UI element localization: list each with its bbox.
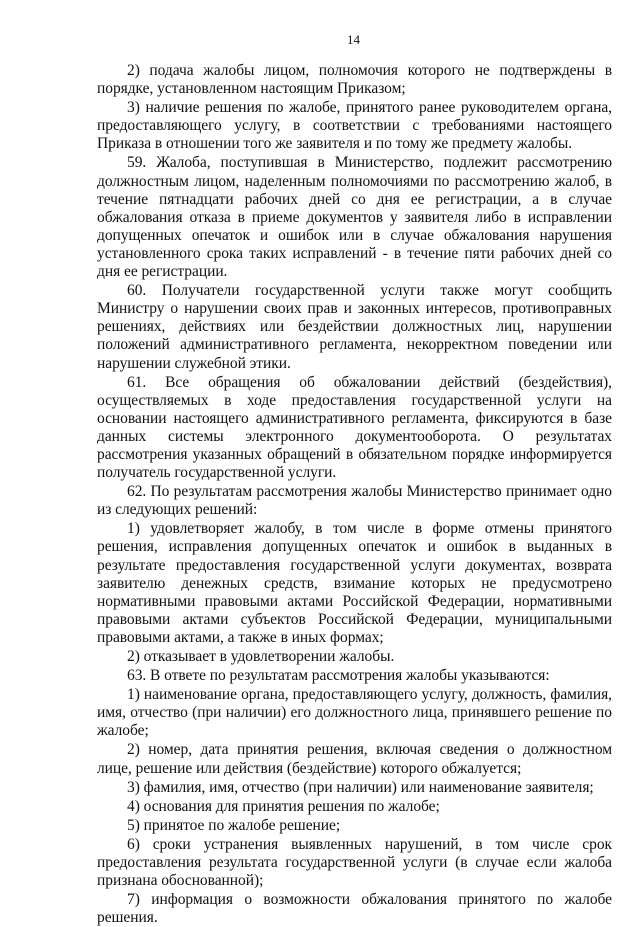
paragraph-clause-3-previous-decision: 3) наличие решения по жалобе, принятого ранее руководителем органа, предоставляющего услугу, в соответствии с требованиями настоящего Приказа в отношении того же заявителя и по тому же предмету жалобы. [97,99,612,153]
paragraph-63-clause-3-applicant-name: 3) фамилия, имя, отчество (при наличии) или наименование заявителя; [127,778,594,796]
paragraph-61-appeals-registration: 61. Все обращения об обжаловании действий (бездействия), осуществляемых в ходе предоставления государственной услуги на основании настоящего административного регламента, фиксируются в базе данных системы электронного документооборота. О результатах рассмотрения указанных обращений в обязательном порядке информируется получатель государственной услуги. [97,373,612,482]
paragraph-62-decision-types: 62. По результатам рассмотрения жалобы Министерство принимает одно из следующих решений: [97,483,612,519]
paragraph-63-clause-1-body-official: 1) наименование органа, предоставляющего услугу, должность, фамилия, имя, отчество (при наличии) его должностного лица, принявшего решение по жалобе; [97,686,612,740]
paragraph-62-clause-2-refuse: 2) отказывает в удовлетворении жалобы. [127,648,395,665]
paragraph-62-clause-1-satisfy: 1) удовлетворяет жалобу, в том числе в форме отмены принятого решения, исправления допущенных опечаток и ошибок в выданных в результате предоставления государственной услуги документах, возврата заявителю денежных средств, взимание которых не предусмотрено нормативными правовыми актами Российской Федерации, нормативными правовыми актами субъектов Российской Федерации, муниципальными правовыми актами, а также в иных формах; [97,520,612,646]
paragraph-63-clause-2-decision-number: 2) номер, дата принятия решения, включая сведения о должностном лице, решение или действия (бездействие) которого обжалуется; [97,741,612,777]
paragraph-63-clause-5-decision: 5) принятое по жалобе решение; [127,816,341,834]
paragraph-60-report-to-minister: 60. Получатели государственной услуги также могут сообщить Министру о нарушении своих прав и законных интересов, противоправных решениях, действиях или бездействии должностных лиц, нарушении положений административного регламента, некорректном поведении или нарушении служебной этики. [97,282,612,372]
paragraph-63-clause-6-deadlines: 6) сроки устранения выявленных нарушений, в том числе срок предоставления результата государственной услуги (в случае если жалоба признана обоснованной); [97,835,612,890]
paragraph-59-complaint-review-term: 59. Жалоба, поступившая в Министерство, подлежит рассмотрению должностным лицом, наделенным полномочиями по рассмотрению жалоб, в течение пятнадцати рабочих дней со дня ее регистрации, а в случае обжалования отказа в приеме документов у заявителя либо в исправлении допущенных опечаток и ошибок или в случае обжалования нарушения установленного срока таких исправлений - в течение пяти рабочих дней со дня ее регистрации. [97,154,612,281]
paragraph-63-response-contents: 63. В ответе по результатам рассмотрения жалобы указываются: [127,667,550,685]
paragraph-63-clause-4-grounds: 4) основания для принятия решения по жалобе; [127,797,440,815]
paragraph-63-clause-7-appeal-info: 7) информация о возможности обжалования принятого по жалобе решения. [97,891,612,927]
page-number: 14 [347,32,360,47]
paragraph-clause-2-unconfirmed-authority: 2) подача жалобы лицом, полномочия которого не подтверждены в порядке, установленном настоящим Приказом; [97,62,612,98]
